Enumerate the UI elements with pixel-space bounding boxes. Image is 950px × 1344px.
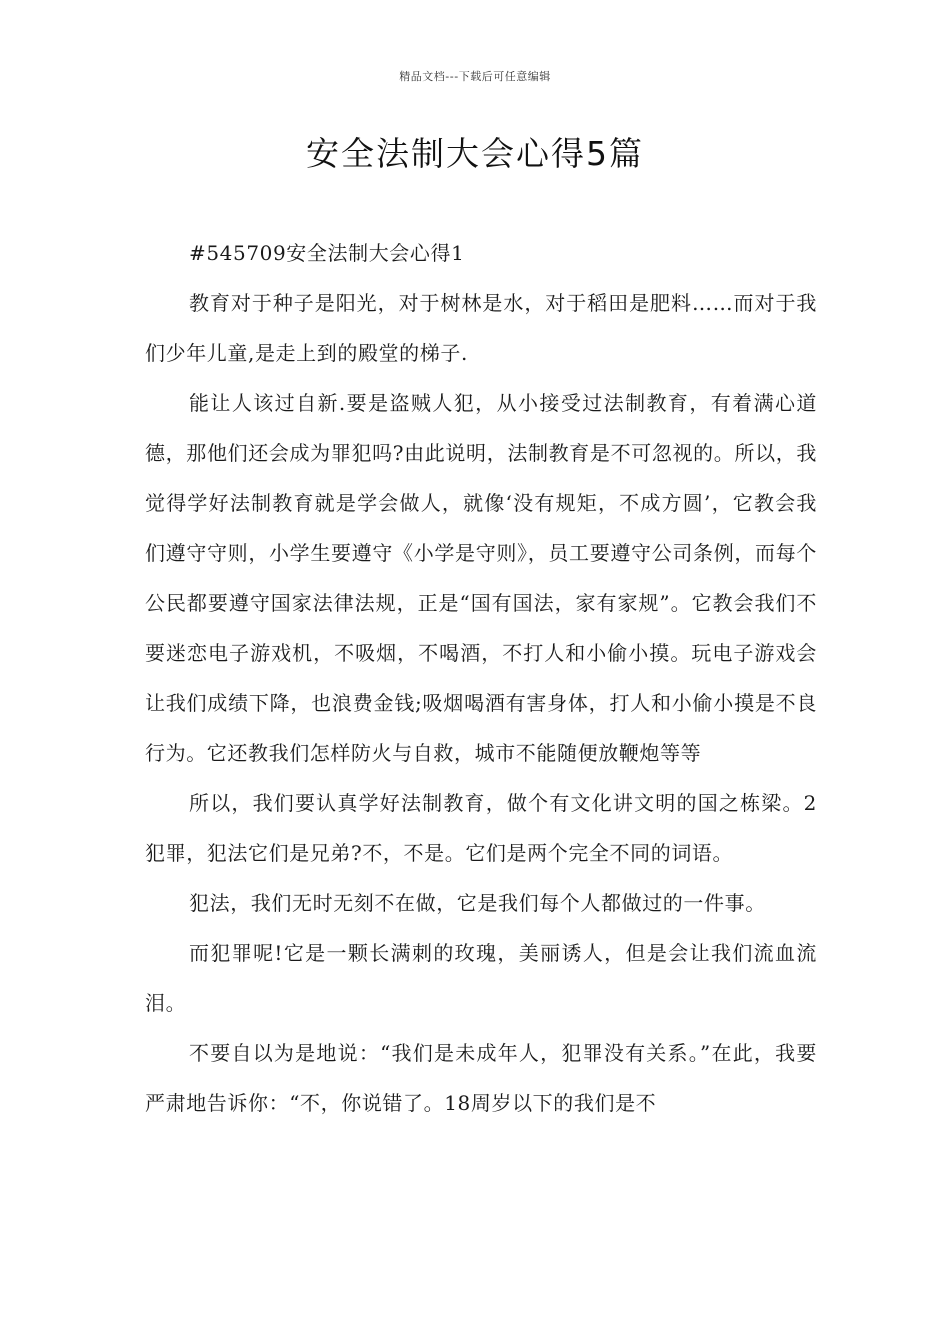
document-title: 安全法制大会心得5篇 — [306, 134, 644, 173]
paragraph: 能让人该过自新.要是盗贼人犯，从小接受过法制教育，有着满心道德，那他们还会成为罪犯吗?由此说明，法制教育是不可忽视的。所以，我觉得学好法制教育就是学会做人，就像‘没有规矩，不成方圆’，它教会我们遵守守则，小学生要遵守《小学是守则》，员工要遵守公司条例，而每个公民都要遵守国家法律法规，正是“国有国法，家有家规”。它教会我们不要迷恋电子游戏机，不吸烟，不喝酒，不打人和小偷小摸。玩电子游戏会让我们成绩下降，也浪费金钱;吸烟喝酒有害身体，打人和小偷小摸是不良行为。它还教我们怎样防火与自救，城市不能随便放鞭炮等等 — [145, 391, 817, 765]
header-note: 精品文档---下载后可任意编辑 — [399, 70, 551, 83]
paragraph: 所以，我们要认真学好法制教育，做个有文化讲文明的国之栋梁。2犯罪，犯法它们是兄弟?不，不是。它们是两个完全不同的词语。 — [145, 791, 817, 865]
paragraph: 犯法，我们无时无刻不在做，它是我们每个人都做过的一件事。 — [189, 891, 766, 915]
paragraph: 不要自以为是地说：“我们是未成年人，犯罪没有关系。”在此，我要严肃地告诉你：“不，你说错了。18周岁以下的我们是不 — [145, 1041, 817, 1115]
paragraph: 教育对于种子是阳光，对于树林是水，对于稻田是肥料……而对于我们少年儿童,是走上到的殿堂的梯子. — [145, 291, 817, 365]
document-body — [145, 228, 817, 1128]
paragraph: 而犯罪呢!它是一颗长满刺的玫瑰，美丽诱人，但是会让我们流血流泪。 — [145, 941, 817, 1015]
paragraph-heading: #545709安全法制大会心得1 — [189, 241, 465, 265]
